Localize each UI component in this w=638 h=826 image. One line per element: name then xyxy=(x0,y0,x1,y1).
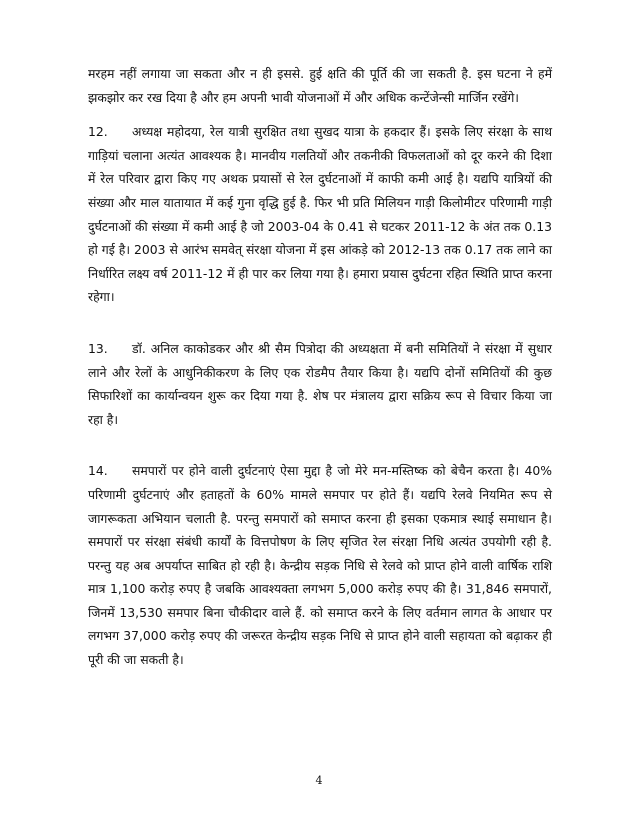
paragraph-gap xyxy=(88,431,552,459)
paragraph-number: 13. xyxy=(88,340,108,356)
document-body xyxy=(88,62,552,672)
paragraph-13 xyxy=(88,337,552,431)
paragraph-14 xyxy=(88,459,552,671)
paragraph-gap xyxy=(88,109,552,120)
paragraph-number: 12. xyxy=(88,124,108,140)
paragraph-text: मरहम नहीं लगाया जा सकता और न ही इससे. हुई क्षति की पूर्ति की जा सकती है. इस घटना ने हमें झकझोर कर रख दिया है और हम अपनी भावी योजनाओं में और अधिक कन्टेंजेन्सी मार्जिन रखेंगे। xyxy=(88,66,552,105)
paragraph-text: अध्यक्ष महोदया, रेल यात्री सुरक्षित तथा सुखद यात्रा के हकदार हैं। इसके लिए संरक्षा के साथ गाड़ियां चलाना अत्यंत आवश्यक है। मानवीय गलतियों और तकनीकी विफलताओं को दूर करने की दिशा में रेल परिवार द्वारा किए गए अथक प्रयासों से रेल दुर्घटनाओं में काफी कमी आई है। यद्यपि यात्रियों की संख्या और माल यातायात में कई गुना वृद्धि हुई है. फिर भी प्रति मिलियन गाड़ी किलोमीटर परिणामी गाड़ी दुर्घटनाओं की संख्या में कमी आई है जो 2003-04 के 0.41 से घटकर 2011-12 के अंत तक 0.13 हो गई है। 2003 से आरंभ समवेत् संरक्षा योजना में इस आंकड़े को 2012-13 तक 0.17 तक लाने का निर्धारित लक्ष्य वर्ष 2011-12 में ही पार कर लिया गया है। हमारा प्रयास दुर्घटना रहित स्थिति प्राप्त करना रहेगा। xyxy=(88,124,552,305)
paragraph-text: समपारों पर होने वाली दुर्घटनाएं ऐसा मुद्दा है जो मेरे मन-मस्तिष्क को बेचैन करता है। 40% परिणामी दुर्घटनाएं और हताहतों के 60% मामले समपार पर होते हैं। यद्यपि रेलवे नियमित रूप से जागरूकता अभियान चलाती है. परन्तु समपारों को समाप्त करना ही इसका एकमात्र स्थाई समाधान है। समपारों पर संरक्षा संबंधी कार्यों के वित्तपोषण के लिए सृजित रेल संरक्षा निधि अत्यंत उपयोगी रही है. परन्तु यह अब अपर्याप्त साबित हो रही है। केन्द्रीय सड़क निधि से रेलवे को प्राप्त होने वाली वार्षिक राशि मात्र 1,100 करोड़ रुपए है जबकि आवश्यक्ता लगभग 5,000 करोड़ रुपए की है। 31,846 समपारों, जिनमें 13,530 समपार बिना चौकीदार वाले हैं. को समाप्त करने के लिए वर्तमान लागत के आधार पर लगभग 37,000 करोड़ रुपए की जरूरत केन्द्रीय सड़क निधि से प्राप्त होने वाली सहायता को बढ़ाकर ही पूरी की जा सकती है। xyxy=(88,463,552,668)
paragraph-continuation xyxy=(88,62,552,109)
paragraph-12 xyxy=(88,120,552,309)
paragraph-number: 14. xyxy=(88,463,108,479)
page-number: 4 xyxy=(315,774,323,787)
paragraph-gap xyxy=(88,309,552,337)
paragraph-text: डॉ. अनिल काकोडकर और श्री सैम पित्रोदा की अध्यक्षता में बनी समितियों ने संरक्षा में सुधार लाने और रेलों के आधुनिकीकरण के लिए एक रोडमैप तैयार किया है। यद्यपि दोनों समितियों की कुछ सिफारिशों का कार्यान्वयन शुरू कर दिया गया है. शेष पर मंत्रालय द्वारा सक्रिय रूप से विचार किया जा रहा है। xyxy=(88,340,552,427)
